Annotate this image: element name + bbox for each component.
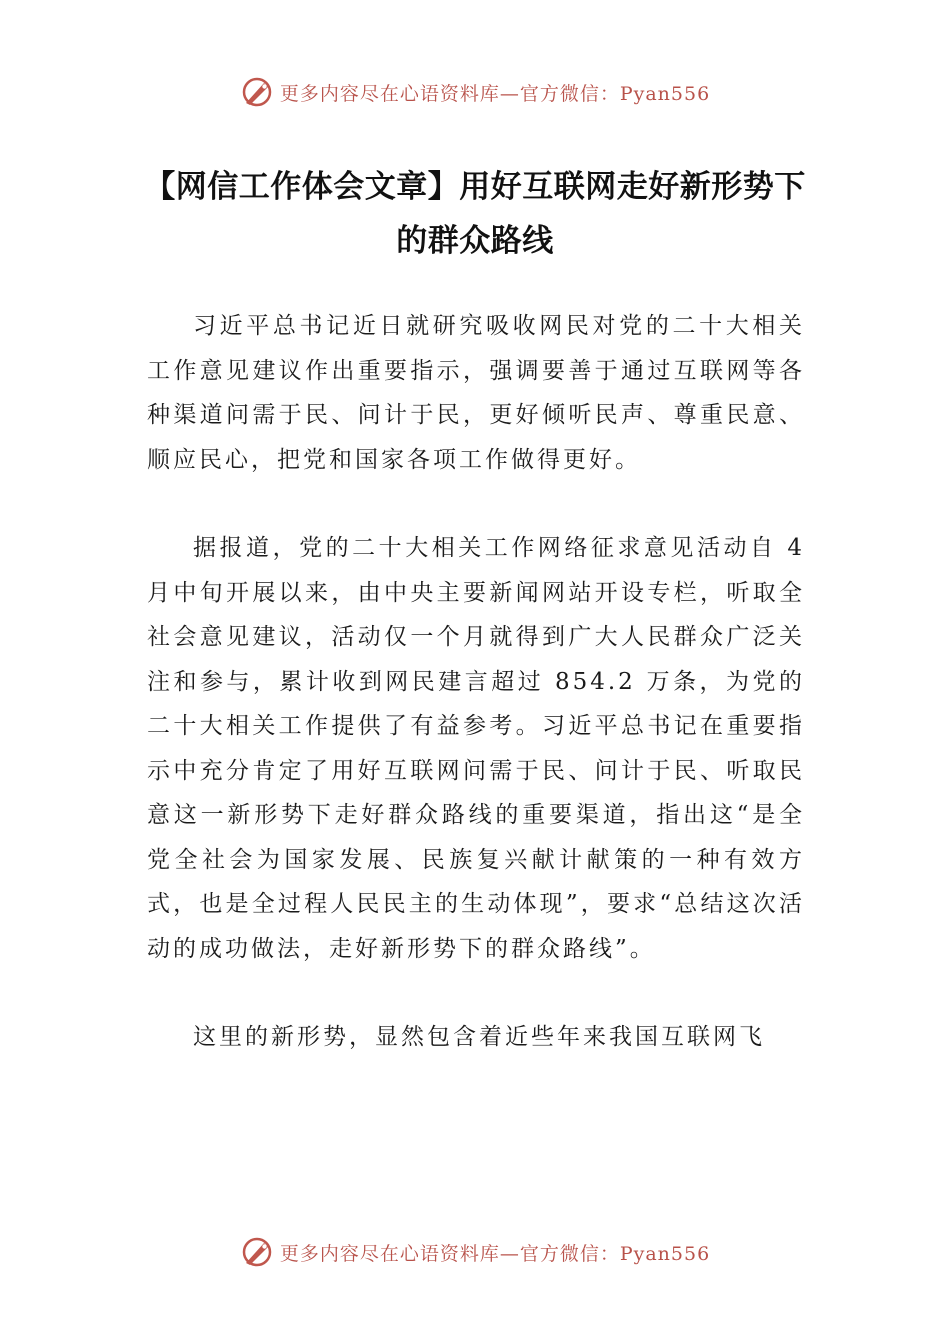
watermark-text: 更多内容尽在心语资料库—官方微信：Pyan556 [279,82,711,105]
watermark-text: 更多内容尽在心语资料库—官方微信：Pyan556 [279,1242,711,1265]
header-watermark [0,72,950,112]
document-body [147,304,805,1104]
paragraph: 习近平总书记近日就研究吸收网民对党的二十大相关工作意见建议作出重要指示，强调要善于通过互联网等各种渠道问需于民、问计于民，更好倾听民声、尊重民意、顺应民心，把党和国家各项工作做得更好。 [147,313,805,473]
document-title: 【网信工作体会文章】用好互联网走好新形势下的群众路线 [144,169,806,259]
footer-watermark [0,1232,950,1272]
paragraph: 据报道，党的二十大相关工作网络征求意见活动自 4 月中旬开展以来，由中央主要新闻网站开设专栏，听取全社会意见建议，活动仅一个月就得到广大人民群众广泛关注和参与，累计收到网民建言超过 854.2 万条，为党的二十大相关工作提供了有益参考。习近平总书记在重要指示中充分肯定了用好互联网问需于民、问计于民、听取民意这一新形势下走好群众路线的重要渠道，指出这“是全党全社会为国家发展、民族复兴献计献策的一种有效方式，也是全过程人民民主的生动体现”，要求“总结这次活动的成功做法，走好新形势下的群众路线”。 [147,535,805,962]
paragraph: 这里的新形势，显然包含着近些年来我国互联网飞 [193,1024,765,1050]
pen-nib-logo-icon [240,1235,274,1269]
pen-nib-logo-icon [240,75,274,109]
